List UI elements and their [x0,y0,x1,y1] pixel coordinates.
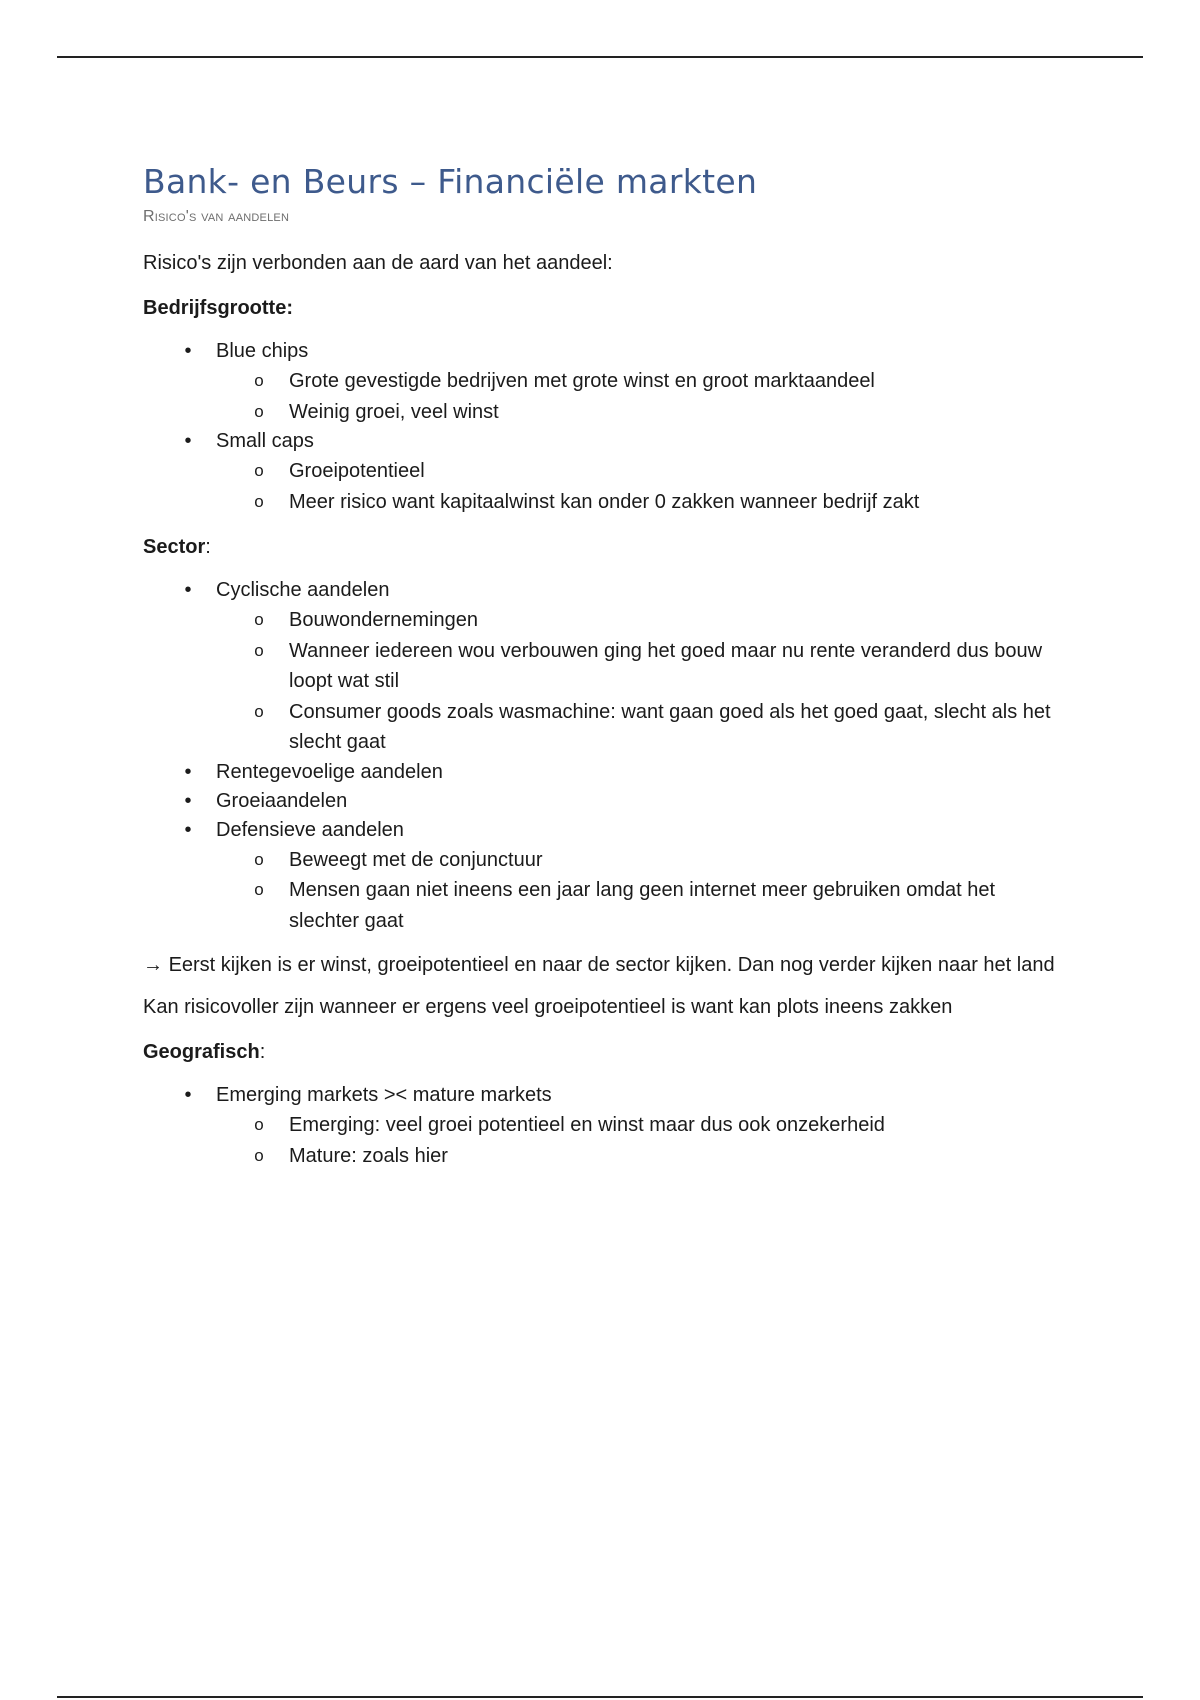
bullet-icon: • [184,579,192,601]
list-item [143,1081,1063,1171]
note-paragraph: Kan risicovoller zijn wanneer er ergens veel groeipotentieel is want kan plots ineens zakken [143,996,953,1018]
sub-item-text: Grote gevestigde bedrijven met grote winst en groot marktaandeel [289,370,875,392]
list-item-label: Groeiaandelen [216,789,348,812]
sub-item-text: Wanneer iedereen wou verbouwen ging het goed maar nu rente veranderd dus bouw loopt wat stil [289,639,1043,692]
circle-bullet-icon: o [254,880,264,899]
list-company-size [143,337,1063,517]
list-geographic [143,1081,1063,1171]
sub-item-text: Weinig groei, veel winst [289,400,499,423]
list-item [143,787,1063,816]
heading-geographic [143,1037,1063,1067]
sublist [216,1110,1063,1171]
bullet-icon: • [184,430,192,452]
heading-sector [143,532,1063,562]
sub-list-item [216,636,1063,697]
list-item [143,427,1063,517]
sub-list-item [216,366,1063,397]
sub-item-text: Meer risico want kapitaalwinst kan onder 0 zakken wanneer bedrijf zakt [289,490,920,513]
document-title: Bank- en Beurs – Financiële markten [143,162,758,201]
list-item-label: Defensieve aandelen [216,818,404,841]
sub-list-item [216,875,1063,936]
sub-item-text: Consumer goods zoals wasmachine: want gaan goed als het goed gaat, slecht als het slecht gaat [289,700,1051,753]
circle-bullet-icon: o [254,849,264,869]
sub-item-text: Emerging: veel groei potentieel en winst maar dus ook onzekerheid [289,1114,885,1136]
circle-bullet-icon: o [254,640,264,660]
bullet-icon: • [184,789,192,812]
sub-item-text: Beweegt met de conjunctuur [289,848,543,871]
list-item [143,576,1063,758]
sublist [216,366,1063,427]
sub-item-text: Bouwondernemingen [289,609,479,631]
list-item-label: Rentegevoelige aandelen [216,760,443,783]
list-sector [143,576,1063,936]
heading-geographic-colon: : [259,1041,266,1063]
arrow-right-icon: → [143,954,163,976]
heading-geographic-label: Geografisch [143,1041,260,1063]
conclusion-paragraph [143,950,1063,980]
sub-list-item [216,697,1063,758]
heading-company-size: Bedrijfsgrootte: [143,297,293,319]
footer-rule [57,1696,1143,1698]
bullet-icon: • [184,1084,192,1106]
circle-bullet-icon: o [254,401,264,421]
document-body [143,160,1063,1171]
circle-bullet-icon: o [254,610,264,629]
conclusion-text: Eerst kijken is er winst, groeipotentieel en naar de sector kijken. Dan nog verder kijken naar het land [168,954,1055,976]
circle-bullet-icon: o [254,1145,264,1165]
circle-bullet-icon: o [254,491,264,511]
bullet-icon: • [184,760,192,783]
header-rule [57,56,1143,58]
sub-item-text: Groeipotentieel [289,460,425,482]
list-item-label: Small caps [216,430,314,452]
heading-sector-colon: : [205,536,211,558]
list-item [143,816,1063,937]
circle-bullet-icon: o [254,371,264,390]
list-item-label: Blue chips [216,340,309,362]
circle-bullet-icon: o [254,1115,264,1134]
bullet-icon: • [184,340,192,362]
sub-list-item [216,605,1063,636]
sub-list-item [216,1110,1063,1141]
circle-bullet-icon: o [254,701,264,721]
sub-list-item [216,456,1063,487]
list-item-label: Emerging markets >< mature markets [216,1084,552,1106]
sub-list-item [216,487,1063,518]
sub-list-item [216,397,1063,428]
circle-bullet-icon: o [254,461,264,480]
sub-list-item [216,845,1063,876]
sublist [216,845,1063,937]
list-item [143,758,1063,787]
list-item [143,337,1063,427]
heading-sector-label: Sector [143,536,206,558]
sub-item-text: Mensen gaan niet ineens een jaar lang geen internet meer gebruiken omdat het slechter gaat [289,879,996,932]
sub-item-text: Mature: zoals hier [289,1144,448,1167]
document-subtitle: Risico's van aandelen [143,208,290,225]
bullet-icon: • [184,818,192,841]
intro-paragraph: Risico's zijn verbonden aan de aard van het aandeel: [143,252,613,274]
sub-list-item [216,1141,1063,1172]
sublist [216,605,1063,758]
sublist [216,456,1063,517]
list-item-label: Cyclische aandelen [216,579,390,601]
